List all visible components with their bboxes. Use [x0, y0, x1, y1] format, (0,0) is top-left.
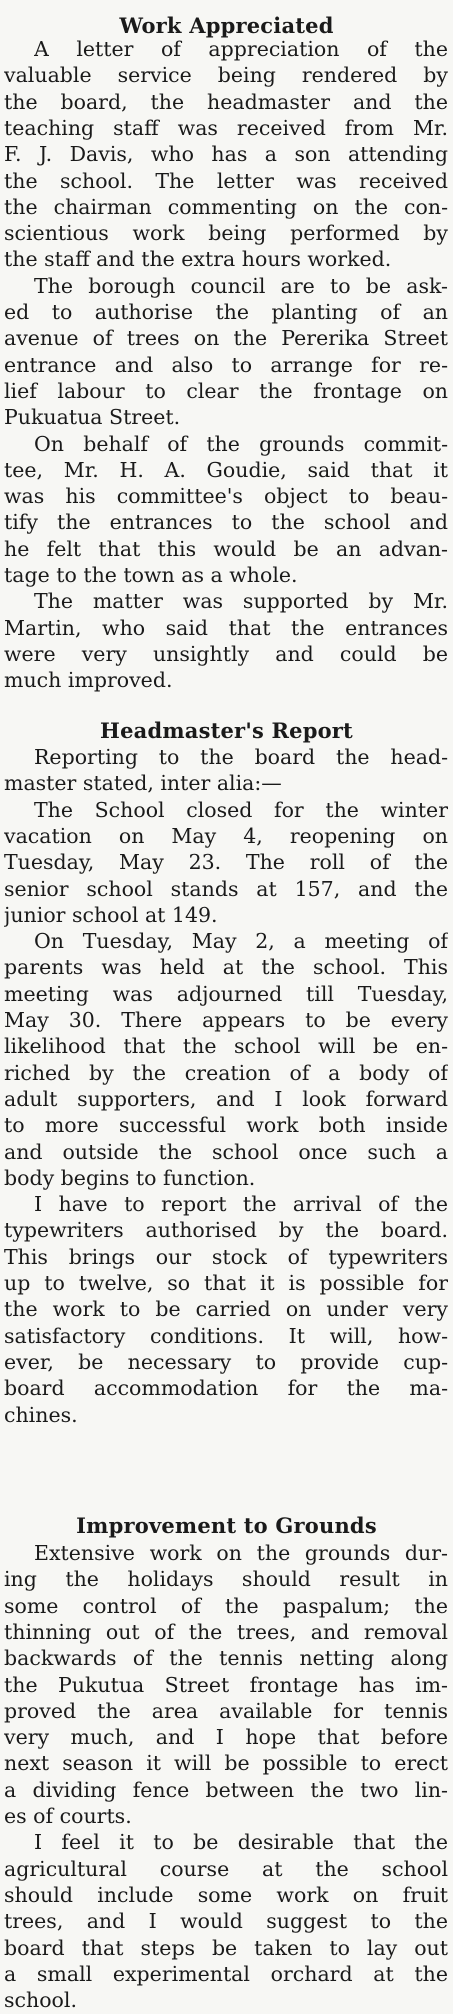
text-line: tify the entrances to the school and: [4, 510, 448, 535]
text-line: riched by the creation of a body of: [4, 1060, 448, 1085]
text-line: May 30. There appears to be every: [4, 1008, 448, 1032]
text-line: the school. The letter was received: [4, 168, 448, 193]
text-line: thinning out of the trees, and removal: [4, 1619, 448, 1644]
text-line: parents was held at the school. This: [4, 955, 448, 980]
text-line: avenue of trees on the Pererika Street: [4, 326, 448, 351]
text-line: and outside the school once such a: [4, 1139, 448, 1164]
text-line: Tuesday, May 23. The roll of the: [4, 850, 448, 875]
text-line: ing the holidays should result in: [4, 1567, 448, 1592]
text-line: F. J. Davis, who has a son attending: [4, 142, 448, 167]
text-line: to more successful work both inside: [4, 1113, 448, 1138]
text-line: Extensive work on the grounds dur-: [34, 1541, 448, 1565]
text-line: master stated, inter alia:—: [4, 771, 282, 796]
text-line: scientious work being performed by: [4, 221, 448, 246]
text-line: lief labour to clear the frontage on: [4, 378, 448, 403]
text-line: the staff and the extra hours worked.: [4, 247, 392, 272]
text-line: board that steps be taken to lay out: [4, 1935, 448, 1960]
text-line: The borough council are to be ask-: [34, 273, 448, 298]
text-line: he felt that this would be an advan-: [4, 536, 448, 561]
text-line: the work to be carried on under very: [4, 1297, 448, 1322]
text-line: Martin, who said that the entrances: [4, 615, 448, 640]
text-line: should include some work on fruit: [4, 1882, 448, 1907]
text-line: senior school stands at 157, and the: [4, 876, 448, 901]
text-line: trees, and I would suggest to the: [4, 1909, 448, 1934]
text-line: proved the area available for tennis: [4, 1698, 448, 1723]
text-line: entrance and also to arrange for re-: [4, 352, 448, 377]
text-line: body begins to function.: [4, 1165, 256, 1190]
text-line: ed to authorise the planting of an: [4, 300, 448, 324]
text-line: typewriters authorised by the board.: [4, 1218, 448, 1243]
text-line: On behalf of the grounds commit-: [34, 431, 448, 456]
text-line: This brings our stock of typewriters: [4, 1244, 448, 1269]
text-line: the chairman commenting on the con-: [4, 194, 448, 219]
text-line: teaching staff was received from Mr.: [4, 115, 448, 140]
text-line: very much, and I hope that before: [4, 1725, 448, 1750]
text-line: I feel it to be desirable that the: [34, 1830, 448, 1855]
text-line: valuable service being rendered by: [4, 63, 448, 88]
section-heading: Headmaster's Report: [100, 718, 353, 743]
text-line: the Pukutua Street frontage has im-: [4, 1672, 448, 1697]
text-line: ever, be necessary to provide cup-: [4, 1349, 448, 1374]
text-line: backwards of the tennis netting along: [4, 1646, 448, 1671]
text-line: tee, Mr. H. A. Goudie, said that it: [4, 457, 448, 482]
text-line: A letter of appreciation of the: [34, 37, 448, 61]
text-line: meeting was adjourned till Tuesday,: [4, 981, 448, 1006]
text-line: a small experimental orchard at the: [4, 1961, 448, 1986]
text-line: some control of the paspalum; the: [4, 1593, 448, 1618]
text-line: board accommodation for the ma-: [4, 1376, 448, 1401]
text-line: were very unsightly and could be: [4, 641, 448, 666]
text-line: likelihood that the school will be en-: [4, 1034, 448, 1059]
text-line: The matter was supported by Mr.: [34, 589, 448, 614]
text-line: Reporting to the board the head-: [34, 745, 448, 769]
text-line: vacation on May 4, reopening on: [4, 823, 448, 848]
text-line: school.: [4, 1988, 77, 2013]
text-line: up to twelve, so that it is possible for: [4, 1271, 448, 1295]
text-line: satisfactory conditions. It will, how-: [4, 1323, 448, 1348]
text-line: tage to the town as a whole.: [4, 563, 298, 587]
text-line: Pukuatua Street.: [4, 405, 181, 430]
section-heading: Work Appreciated: [119, 13, 334, 38]
text-line: was his committee's object to beau-: [4, 484, 448, 509]
text-line: the board, the headmaster and the: [4, 89, 448, 114]
text-line: a dividing fence between the two lin-: [4, 1777, 448, 1802]
text-line: chines.: [4, 1402, 78, 1427]
text-line: much improved.: [4, 668, 173, 693]
text-line: next season it will be possible to erect: [4, 1751, 448, 1776]
section-heading: Improvement to Grounds: [76, 1513, 377, 1538]
text-line: On Tuesday, May 2, a meeting of: [34, 929, 448, 954]
text-line: I have to report the arrival of the: [34, 1192, 448, 1217]
text-line: es of courts.: [4, 1804, 132, 1828]
text-line: adult supporters, and I look forward: [4, 1086, 448, 1111]
text-line: The School closed for the winter: [34, 797, 448, 822]
text-line: agricultural course at the school: [4, 1856, 448, 1881]
text-line: junior school at 149.: [4, 902, 218, 927]
